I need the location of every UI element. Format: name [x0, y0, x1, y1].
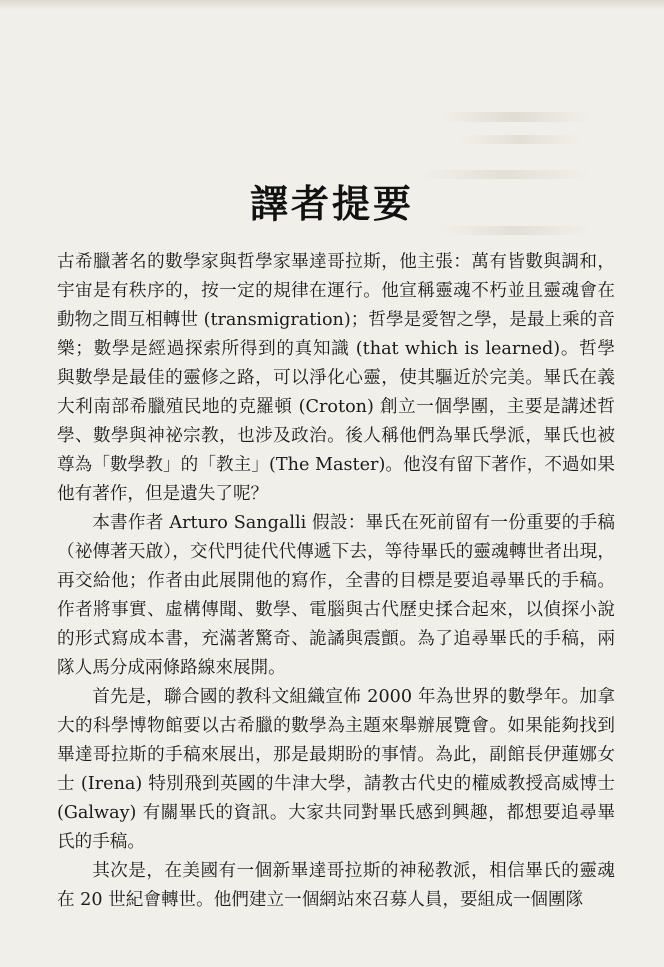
- page-title: 譯者提要: [249, 182, 414, 227]
- paragraph: 本書作者 Arturo Sangalli 假設：畢氏在死前留有一份重要的手稿（祕傳著天啟），交代門徒代代傳遞下去，等待畢氏的靈魂轉世者出現，再交給他；作者由此展開他的寫作，全書的目標是要追尋畢氏的手稿。作者將事實、虛構傳聞、數學、電腦與古代歷史揉合起來，以偵探小說的形式寫成本書，充滿著驚奇、詭譎與震顫。為了追尋畢氏的手稿，兩隊人馬分成兩條路線來展開。: [57, 513, 615, 678]
- bleed-through-mark: [460, 135, 580, 144]
- paragraph: 古希臘著名的數學家與哲學家畢達哥拉斯，他主張：萬有皆數與調和，宇宙是有秩序的，按一定的規律在運行。他宣稱靈魂不朽並且靈魂會在動物之間互相轉世 (transmigration)；哲學是愛智之學，是最上乘的音樂；數學是經過探索所得到的真知識 (that which is learned)。哲學與數學是最佳的靈修之路，可以淨化心靈，使其驅近於完美。畢氏在義大利南部希臘殖民地的克羅頓 (Croton) 創立一個學團，主要是講述哲學、數學與神祕宗教，也涉及政治。後人稱他們為畢氏學派，畢氏也被尊為「數學教」的「教主」(The Master)。他沒有留下著作，不過如果他有著作，但是遺失了呢？: [57, 252, 615, 504]
- body-text: [57, 248, 615, 915]
- paragraph: 其次是，在美國有一個新畢達哥拉斯的神秘教派，相信畢氏的靈魂在 20 世紀會轉世。他們建立一個網站來召募人員，要組成一個團隊: [57, 861, 615, 910]
- page-top-edge: [0, 0, 664, 10]
- bleed-through-mark: [440, 112, 590, 122]
- paragraph: 首先是，聯合國的教科文組織宣佈 2000 年為世界的數學年。加拿大的科學博物館要以古希臘的數學為主題來舉辦展覽會。如果能夠找到畢達哥拉斯的手稿來展出，那是最期盼的事情。為此，副館長伊蓮娜女士 (Irena) 特別飛到英國的牛津大學，請教古代史的權威教授高威博士 (Galway) 有關畢氏的資訊。大家共同對畢氏感到興趣，都想要追尋畢氏的手稿。: [57, 687, 615, 852]
